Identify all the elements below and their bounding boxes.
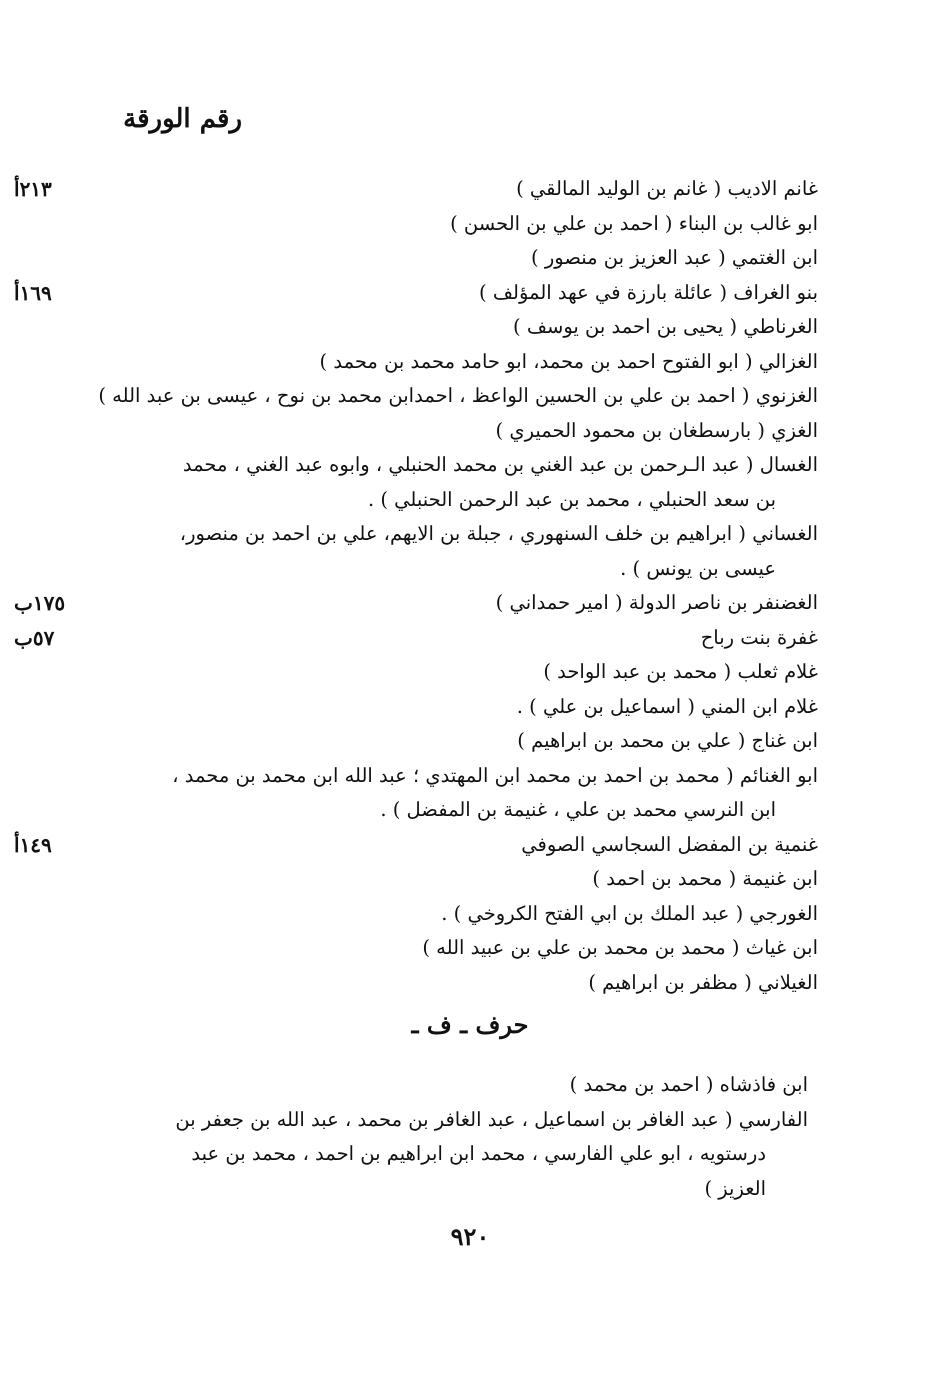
- index-entry: [118, 690, 818, 725]
- entry-line: ابن الغتمي ( عبد العزيز بن منصور ): [531, 246, 818, 269]
- entry-line: ابن غياث ( محمد بن محمد بن علي بن عبيد الله ): [422, 936, 818, 959]
- index-entry: [118, 1068, 808, 1103]
- index-entry: [118, 448, 818, 517]
- entry-line: الغزي ( بارسطغان بن محمود الحميري ): [495, 418, 818, 442]
- entry-line: ابو غالب بن البناء ( احمد بن علي بن الحسن ): [450, 211, 818, 235]
- index-entry: [118, 862, 818, 897]
- index-entry: [14, 172, 818, 207]
- index-entry: [118, 310, 818, 345]
- index-entry: [14, 276, 818, 311]
- entry-line: الفارسي ( عبد الغافر بن اسماعيل ، عبد الغافر بن محمد ، عبد الله بن جعفر بن: [175, 1107, 808, 1131]
- entry-line: الغورجي ( عبد الملك بن ابي الفتح الكروخي ) .: [441, 901, 818, 925]
- entry-line: الغسال ( عبد الـرحمن بن عبد الغني بن محمد الحنبلي ، وابوه عبد الغني ، محمد: [182, 453, 818, 476]
- index-entry: [118, 655, 818, 690]
- entry-line: غلام ثعلب ( محمد بن عبد الواحد ): [543, 660, 818, 683]
- entry-line: ابن فاذشاه ( احمد بن محمد ): [569, 1073, 808, 1096]
- folio-reference: ١٤٩أ: [14, 832, 52, 857]
- entry-line: ابن غنيمة ( محمد بن احمد ): [592, 867, 818, 890]
- index-entry: [118, 759, 818, 828]
- index-entry: [118, 1103, 808, 1207]
- entry-line: الغرناطي ( يحيى بن احمد بن يوسف ): [513, 315, 818, 338]
- index-entry: [118, 241, 818, 276]
- entry-line: الغيلاني ( مظفر بن ابراهيم ): [588, 970, 818, 994]
- entry-continuation-line: درستويه ، ابو علي الفارسي ، محمد ابن ابراهيم بن احمد ، محمد بن عبد: [191, 1142, 766, 1165]
- page-header-title: رقم الورقة: [123, 104, 242, 134]
- index-entry: [118, 345, 818, 380]
- entry-continuation-line: العزيز ): [704, 1176, 766, 1200]
- entry-line: ابو الغنائم ( محمد بن احمد بن محمد ابن المهتدي ؛ عبد الله ابن محمد بن محمد ،: [172, 763, 818, 787]
- entry-continuation-line: عيسى بن يونس ) .: [620, 556, 776, 580]
- index-entry: [98, 379, 818, 414]
- folio-reference: ١٦٩أ: [14, 280, 52, 305]
- entry-line: بنو الغراف ( عائلة بارزة في عهد المؤلف ): [479, 280, 818, 304]
- page-number: ٩٢٠: [450, 1222, 490, 1251]
- folio-reference: ٢١٣أ: [14, 177, 52, 201]
- index-entry: [118, 966, 818, 1001]
- index-entry: [118, 897, 818, 932]
- index-entry: [118, 517, 818, 586]
- entry-line: الغضنفر بن ناصر الدولة ( امير حمداني ): [495, 591, 818, 614]
- section-title: حرف ـ ف ـ: [411, 1010, 529, 1039]
- entry-line: الغزالي ( ابو الفتوح احمد بن محمد، ابو حامد محمد بن محمد ): [319, 349, 818, 373]
- folio-reference: ٥٧ب: [14, 625, 55, 650]
- index-entry: [14, 586, 818, 621]
- folio-reference: ١٧٥ب: [14, 591, 66, 615]
- index-entry: [118, 931, 818, 966]
- index-entry: [118, 414, 818, 449]
- entry-continuation-line: ابن النرسي محمد بن علي ، غنيمة بن المفضل ) .: [380, 798, 776, 821]
- index-entry: [118, 724, 818, 759]
- entry-line: الغساني ( ابراهيم بن خلف السنهوري ، جبلة بن الايهم، علي بن احمد بن منصور،: [179, 522, 818, 545]
- index-entry: [118, 207, 818, 242]
- entry-line: غلام ابن المني ( اسماعيل بن علي ) .: [516, 694, 818, 718]
- index-entry: [14, 621, 818, 656]
- entry-continuation-line: بن سعد الحنبلي ، محمد بن عبد الرحمن الحنبلي ) .: [367, 487, 776, 511]
- entry-line: الغزنوي ( احمد بن علي بن الحسين الواعظ ، احمدابن محمد بن نوح ، عيسى بن عبد الله ): [98, 384, 818, 407]
- entry-line: غفرة بنت رباح: [700, 625, 818, 649]
- entries-list-fa: [118, 1068, 808, 1206]
- entries-list: [14, 172, 818, 1000]
- index-entry: [14, 828, 818, 863]
- entry-line: ابن غناج ( علي بن محمد بن ابراهيم ): [517, 729, 818, 752]
- entry-line: غنمية بن المفضل السجاسي الصوفي: [521, 832, 818, 856]
- entry-line: غانم الاديب ( غانم بن الوليد المالقي ): [516, 177, 818, 200]
